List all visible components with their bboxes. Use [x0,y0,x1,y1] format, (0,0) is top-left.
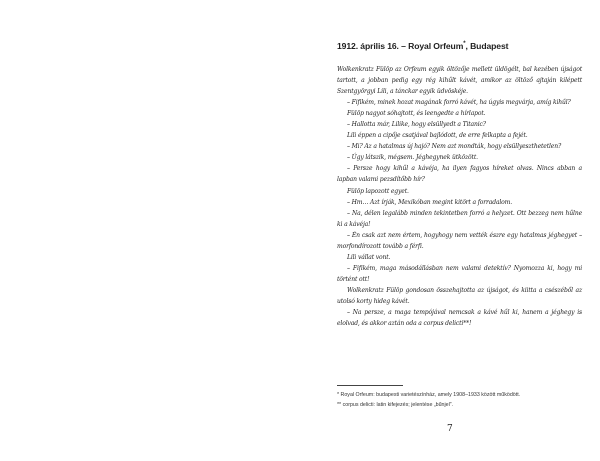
paragraph: Lili éppen a cipője csatjával bajlódott, de erre felkapta a fejét. [347,132,528,140]
chapter-heading [337,40,582,52]
footnotes [337,391,582,410]
footnote-marker: * [463,41,466,48]
paragraph: Wolkenkratz Fülöp gondosan összehajtotta az újságot, és kiitta a csészéből az utolsó korty hideg kávét. [337,286,582,305]
paragraph: – Hm… Azt írják, Mexikóban megint kitört a forradalom. [347,198,513,206]
paragraph: – Én csak azt nem értem, hogyhogy nem vették észre egy hatalmas jéghegyet – morfondírozott tovább a férfi. [337,231,582,250]
paragraph: Fülöp lapozott egyet. [347,187,409,195]
paragraph: – Úgy látszik, mégsem. Jéghegynek ütközött. [347,154,478,162]
page-number: 7 [447,424,453,434]
paragraph: – Na, délen legalább minden tekintetben forró a helyzet. Ott bezzeg nem hűlne ki a kávéja! [337,209,582,228]
paragraph: – Fifikém, minek hozat magának forró kávét, ha úgyis megvárja, amíg kihűl? [347,99,571,107]
chapter-heading-text: 1912. április 16. – Royal Orfeum [337,41,464,51]
chapter-heading-location: , Budapest [465,41,509,51]
footnote-divider [337,385,403,386]
paragraph: Lili vállat vont. [347,253,391,261]
paragraph: Fülöp nagyot sóhajtott, és leengedte a hírlapot. [347,110,486,118]
paragraph: – Na persze, a maga tempójával nemcsak a kávé hűl ki, hanem a jéghegy is elolvad, és akkor aztán oda a corpus delicti**! [337,309,582,328]
paragraph: – Hallotta már, Lilike, hogy elsüllyedt a Titanic? [347,121,486,129]
paragraph: – Mi? Az a hatalmas új hajó? Nem azt mondták, hogy elsüllyeszthetetlen? [347,143,562,151]
paragraph: – Fifikém, maga másodállásban nem valami detektív? Nyomozza ki, hogy mi történt ott! [337,264,582,283]
footnote-royal-orfeum: * Royal Orfeum: budapesti varietészínház, amely 1908–1933 között működött. [337,392,521,398]
story-text [337,64,582,329]
paragraph: – Persze hogy kihűl a kávéja, ha ilyen fagyos híreket olvas. Nincs abban a lapban valami pezsdítőbb hír? [337,165,582,184]
paragraph: Wolkenkratz Fülöp az Orfeum egyik öltözője mellett üldögélt, bal kezében újságot tartott, a jobban pedig egy rég kihűlt kávét, amikor az öltöző ajtaján kilépett Szentgyörgyi Lili, a tánckar egyik üdvöskéje. [337,66,582,96]
chapter-content [337,40,582,329]
footnote-corpus-delicti: ** corpus delicti: latin kifejezés; jelentése „bűnjel”. [337,401,454,408]
